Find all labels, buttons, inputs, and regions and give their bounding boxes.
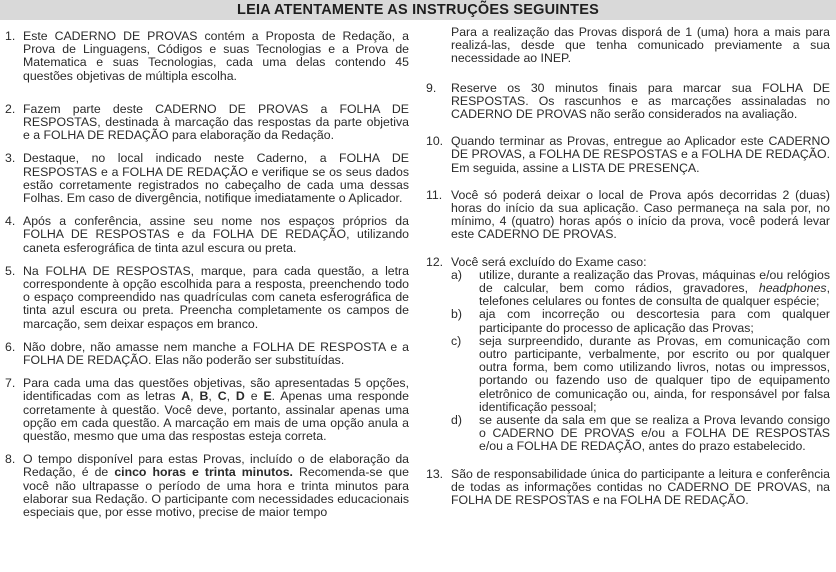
- item-number: 2.: [5, 101, 16, 116]
- instruction-item-8-continued: [426, 26, 830, 66]
- instruction-item-4: [5, 215, 409, 255]
- item-text: [23, 453, 409, 519]
- instruction-item-13: [426, 468, 830, 508]
- option-letter-c: C: [217, 389, 227, 404]
- duration-highlight: cinco horas e trinta minutos.: [114, 465, 293, 480]
- item-number: 12.: [426, 254, 444, 269]
- sub-item-text: aja com incorreção ou descortesia para com qualquer participante do processo de aplicação das Provas;: [479, 307, 830, 335]
- item-text: Reserve os 30 minutos finais para marcar sua FOLHA DE RESPOSTAS. Os rascunhos e as marcações assinaladas no CADERNO DE PROVAS não serão considerados na avaliação.: [451, 80, 830, 122]
- item-number: 1.: [5, 29, 16, 43]
- item-text-part: Recomenda-se que você não ultrapasse o período de uma hora e trinta minutos para elaborar sua Redação. O participante com necessidades educacionais especiais que, por esse motivo, precise de maior tempo: [23, 465, 409, 520]
- sub-item-letter: c): [451, 333, 462, 348]
- item-text: Não dobre, não amasse nem manche a FOLHA DE RESPOSTA e a FOLHA DE REDAÇÃO. Elas não poderão ser substituídas.: [23, 339, 409, 368]
- item-number: 3.: [5, 151, 16, 166]
- item-number: 5.: [5, 263, 16, 278]
- item-text-part: Para cada uma das questões objetivas, são apresentadas 5 opções, identificadas com as letras: [23, 376, 409, 404]
- option-letter-b: B: [199, 389, 209, 404]
- item-number: 7.: [5, 376, 16, 391]
- headphones-term: headphones: [758, 281, 827, 296]
- sub-item-d: [451, 413, 830, 454]
- sub-item-text-part: utilize, durante a realização das Provas, máquinas e/ou relógios de calcular, bem como rádios, gravadores,: [479, 267, 830, 296]
- item-number: 13.: [426, 466, 444, 481]
- sub-item-c: [451, 333, 830, 414]
- sub-item-b: [451, 307, 830, 335]
- item-number: 4.: [5, 214, 16, 229]
- instruction-item-10: [426, 135, 830, 175]
- item-text-part: . Apenas uma responde corretamente à questão. Você deve, portanto, assinalar apenas uma opção em cada questão. A marcação em mais de uma opção anula a questão, mesmo que uma das respostas esteja correta.: [23, 389, 409, 444]
- sub-item-letter: b): [451, 307, 462, 322]
- option-letter-e: E: [263, 389, 272, 404]
- instruction-item-1: [5, 30, 409, 83]
- instruction-item-3: [5, 152, 409, 205]
- sub-item-letter: a): [451, 267, 462, 282]
- item-text-part: e: [244, 389, 264, 404]
- instruction-item-2: [5, 103, 409, 143]
- page-title: LEIA ATENTAMENTE AS INSTRUÇÕES SEGUINTES: [0, 0, 836, 20]
- item-text: Você só poderá deixar o local de Prova após decorridas 2 (duas) horas do início da sua aplicação. Caso permaneça na sala por, no mínimo, 4 (quatro) horas após o início da prova, você poderá levar este CADERNO DE PROVAS.: [451, 187, 830, 242]
- instruction-item-6: [5, 341, 409, 367]
- sub-item-a: [451, 267, 830, 309]
- item-number: 9.: [426, 80, 437, 95]
- instruction-item-5: [5, 265, 409, 331]
- instruction-item-8: [5, 453, 409, 519]
- sub-item-text: [479, 269, 830, 309]
- sub-item-letter: d): [451, 413, 462, 428]
- item-text: Destaque, no local indicado neste Caderno, a FOLHA DE RESPOSTAS e a FOLHA DE REDAÇÃO e verifique se os seus dados estão corretamente registrados no cabeçalho de cada uma dessas Folhas. Em caso de divergência, notifique imediatamente o Aplicador.: [23, 151, 409, 206]
- item-text: Você será excluído do Exame caso:: [451, 254, 647, 269]
- item-text: São de responsabilidade única do participante a leitura e conferência de todas as informações contidas no CADERNO DE PROVAS, na FOLHA DE RESPOSTAS e na FOLHA DE REDAÇÃO.: [451, 466, 830, 508]
- item-number: 10.: [426, 134, 444, 149]
- instruction-item-11: [426, 189, 830, 242]
- instruction-item-7: [5, 377, 409, 443]
- instruction-item-9: [426, 82, 830, 122]
- right-column: [426, 26, 830, 507]
- item-text: Este CADERNO DE PROVAS contém a Proposta de Redação, a Prova de Linguagens, Códigos e suas Tecnologias e a Prova de Matematica e suas Tecnologias, cada uma delas contendo 45 questões objetivas de múltipla escolha.: [23, 29, 409, 83]
- item-text: Após a conferência, assine seu nome nos espaços próprios da FOLHA DE RESPOSTAS e da FOLHA DE REDAÇÃO, utilizando caneta esferográfica de tinta azul escura ou preta.: [23, 214, 409, 255]
- item-text-part: O tempo disponível para estas Provas, incluído o de elaboração da Redação, é de: [23, 452, 409, 480]
- sub-item-text: se ausente da sala em que se realiza a Prova levando consigo o CADERNO DE PROVAS e/ou a FOLHA DE RESPOSTAS e/ou a FOLHA DE REDAÇÃO, antes do prazo estabelecido.: [479, 413, 830, 454]
- option-letter-d: D: [235, 389, 245, 404]
- sub-item-text: seja surpreendido, durante as Provas, em comunicação com outro participante, verbalmente, por escrito ou por qualquer outra forma, bem como utilizando livros, notas ou impressos, portando ou fazendo uso de qualquer tipo de equipamento eletrônico de comunicação ou, ainda, for responsável por falsa identificação pessoal;: [479, 333, 830, 414]
- item-number: 11.: [426, 187, 443, 202]
- item-text: Fazem parte deste CADERNO DE PROVAS a FOLHA DE RESPOSTAS, destinada à marcação das respostas da parte objetiva e a FOLHA DE REDAÇÃO para elaboração da Redação.: [23, 101, 409, 143]
- option-letter-a: A: [181, 389, 191, 404]
- item-number: 6.: [5, 339, 16, 354]
- item-text: Quando terminar as Provas, entregue ao Aplicador este CADERNO DE PROVAS, a FOLHA DE RESPOSTAS e a FOLHA DE REDAÇÃO. Em seguida, assine a LISTA DE PRESENÇA.: [451, 134, 830, 175]
- left-column: [5, 26, 409, 519]
- item-text: Na FOLHA DE RESPOSTAS, marque, para cada questão, a letra correspondente à opção escolhida para a resposta, preenchendo todo o espaço compreendido nas quadrículas com caneta esferográfica de tinta azul escura ou preta. Preencha completamente os campos de marcação, sem deixar espaços em branco.: [23, 263, 409, 331]
- item-text: Para a realização das Provas disporá de 1 (uma) hora a mais para realizá-las, desde que tenha comunicado previamente a sua necessidade ao INEP.: [451, 25, 830, 66]
- sub-item-text-part: , telefones celulares ou fontes de consulta de qualquer espécie;: [479, 281, 830, 309]
- item-number: 8.: [5, 452, 16, 467]
- item-text: Para cada uma das questões objetivas, são apresentadas 5 opções, identificadas com as letras A, B, C, D e E. Apenas uma responde corretamente à questão. Você deve, portanto, assinalar apenas uma opção em cada questão. A marcação em mais de uma opção anula a questão, mesmo que uma das respostas esteja correta.: [23, 376, 409, 444]
- instruction-item-12: [426, 256, 830, 454]
